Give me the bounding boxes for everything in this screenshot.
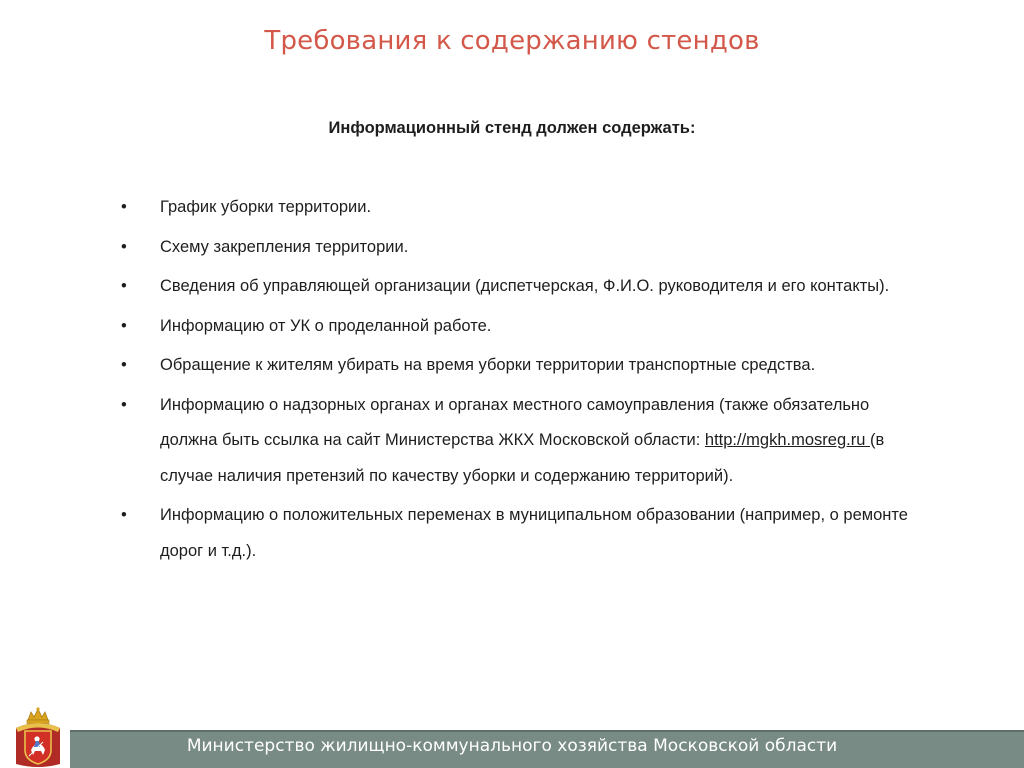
list-item-text: Информацию о положительных переменах в муниципальном образовании (например, о ремонте дорог и т.д.). xyxy=(160,506,908,560)
requirements-list xyxy=(0,190,1024,573)
list-item xyxy=(0,230,1024,266)
list-item xyxy=(0,190,1024,226)
bullet-icon: • xyxy=(121,395,127,414)
list-item-text: Сведения об управляющей организации (диспетчерская, Ф.И.О. руководителя и его контакты). xyxy=(160,277,890,295)
ministry-website-link[interactable]: http://mgkh.mosreg.ru xyxy=(704,431,870,449)
moscow-oblast-coat-of-arms-icon xyxy=(14,706,62,768)
list-item-text-after-link: (в случае наличия претензий по качеству уборки и содержанию территорий). xyxy=(160,431,885,485)
list-item-text: Схему закрепления территории. xyxy=(160,237,409,256)
bullet-icon: • xyxy=(121,506,127,524)
bullet-icon: • xyxy=(121,237,127,256)
slide-subtitle: Информационный стенд должен содержать: xyxy=(328,119,696,137)
list-item-text-before-link: Информацию о надзорных органах и органах местного самоуправления (также обязательно должна быть ссылка на сайт Министерства ЖКХ Московской области: xyxy=(160,395,870,449)
list-item xyxy=(0,388,1024,495)
list-item-text xyxy=(160,396,884,485)
list-item xyxy=(0,269,1024,305)
list-item-text: Информацию от УК о проделанной работе. xyxy=(160,316,492,335)
list-item-text: Обращение к жителям убирать на время уборки территории транспортные средства. xyxy=(160,356,816,374)
bullet-icon: • xyxy=(121,277,127,295)
footer-text: Министерство жилищно-коммунального хозяйства Московской области xyxy=(186,736,838,756)
list-item xyxy=(0,348,1024,384)
list-item xyxy=(0,309,1024,345)
bullet-icon: • xyxy=(121,198,127,216)
bullet-icon: • xyxy=(121,316,127,335)
bullet-icon: • xyxy=(121,356,127,374)
list-item xyxy=(0,498,1024,569)
slide-title: Требования к содержанию стендов xyxy=(264,26,760,56)
list-item-text: График уборки территории. xyxy=(160,198,372,216)
